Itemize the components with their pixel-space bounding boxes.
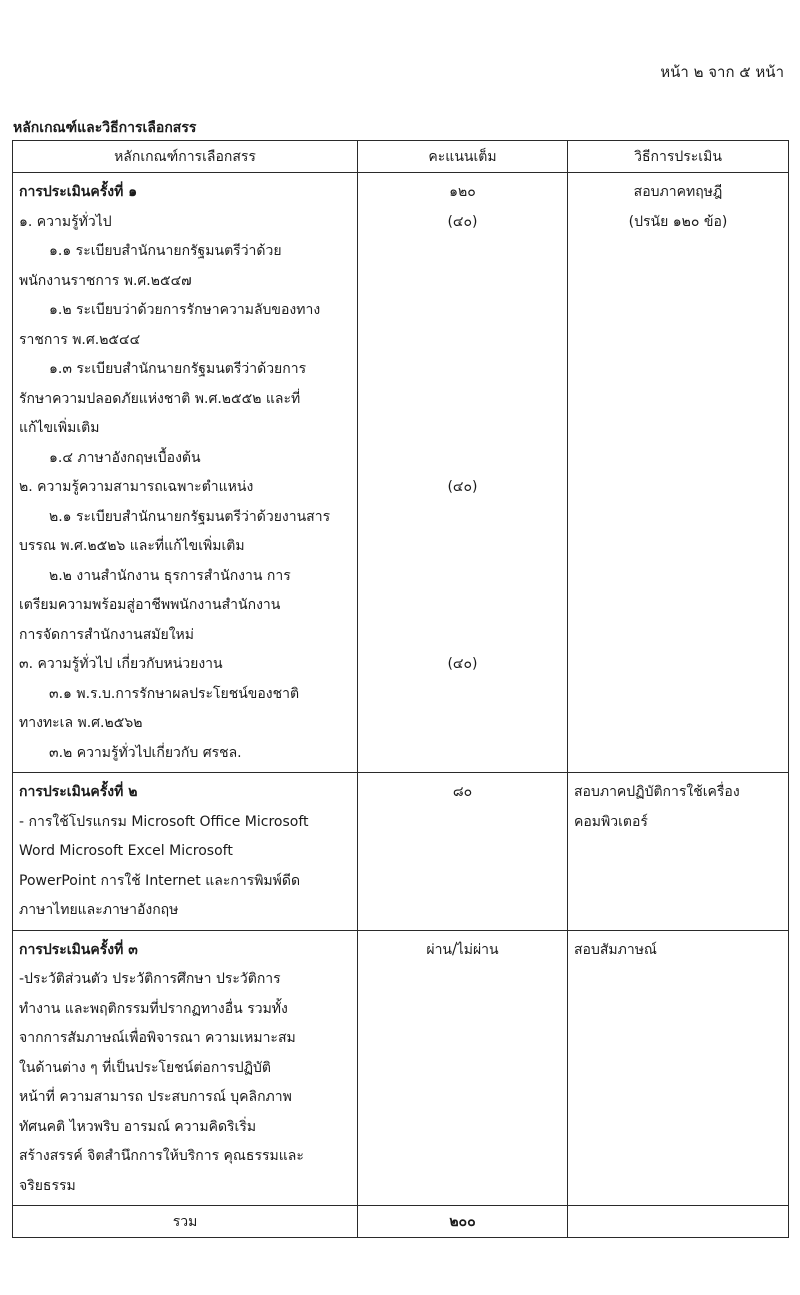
criteria-table xyxy=(12,140,789,1238)
topic-heading: ๓. ความรู้ทั่วไป เกี่ยวกับหน่วยงาน xyxy=(19,656,223,672)
criteria-line: ๑.๔ ภาษาอังกฤษเบื้องต้น xyxy=(49,449,201,466)
total-score: ๒๐๐ xyxy=(358,1206,568,1238)
criteria-line: ๑.๑ ระเบียบสำนักนายกรัฐมนตรีว่าด้วย xyxy=(49,243,282,259)
header-full-score: คะแนนเต็ม xyxy=(358,141,568,173)
criteria-line: สร้างสรรค์ จิตสำนึกการให้บริการ คุณธรรมและ xyxy=(19,1148,304,1164)
criteria-line: ทำงาน และพฤติกรรมที่ปรากฏทางอื่น รวมทั้ง xyxy=(19,1000,288,1017)
table-row xyxy=(13,173,789,773)
criteria-line: จริยธรรม xyxy=(19,1177,76,1194)
criteria-line: ทางทะเล พ.ศ.๒๕๖๒ xyxy=(19,715,143,731)
method-text: (ปรนัย ๑๒๐ ข้อ) xyxy=(628,213,728,230)
method-cell xyxy=(568,930,789,1206)
criteria-line: เตรียมความพร้อมสู่อาชีพพนักงานสำนักงาน xyxy=(19,597,281,613)
section-title: การประเมินครั้งที่ ๒ xyxy=(19,784,138,800)
total-label: รวม xyxy=(13,1206,358,1238)
criteria-line: ภาษาไทยและภาษาอังกฤษ xyxy=(19,902,179,918)
criteria-line: PowerPoint การใช้ Internet และการพิมพ์ดีด xyxy=(19,872,301,889)
criteria-line: พนักงานราชการ พ.ศ.๒๕๔๗ xyxy=(19,272,192,289)
criteria-line: ๓.๒ ความรู้ทั่วไปเกี่ยวกับ ศรชล. xyxy=(49,744,242,761)
criteria-line: - การใช้โปรแกรม Microsoft Office Microsoft xyxy=(19,813,309,830)
table-header-row xyxy=(13,141,789,173)
method-cell xyxy=(568,773,789,931)
criteria-line: ๑.๓ ระเบียบสำนักนายกรัฐมนตรีว่าด้วยการ xyxy=(49,361,307,377)
criteria-line: การจัดการสำนักงานสมัยใหม่ xyxy=(19,626,194,643)
method-cell xyxy=(568,173,789,773)
section-title: การประเมินครั้งที่ ๓ xyxy=(19,941,138,958)
criteria-line: Word Microsoft Excel Microsoft xyxy=(19,843,233,859)
criteria-line: ๓.๑ พ.ร.บ.การรักษาผลประโยชน์ของชาติ xyxy=(49,685,300,702)
section-score: ๘๐ xyxy=(452,784,473,800)
total-row xyxy=(13,1206,789,1238)
page-number: หน้า ๒ จาก ๕ หน้า xyxy=(660,63,784,81)
topic-score: (๔๐) xyxy=(447,656,478,672)
topic-heading: ๑. ความรู้ทั่วไป xyxy=(19,213,112,230)
criteria-cell xyxy=(13,173,358,773)
criteria-line: ๒.๒ งานสำนักงาน ธุรการสำนักงาน การ xyxy=(49,567,291,584)
criteria-line: หน้าที่ ความสามารถ ประสบการณ์ บุคลิกภาพ xyxy=(19,1089,292,1105)
method-text: สอบภาคปฏิบัติการใช้เครื่อง xyxy=(574,784,740,800)
topic-score: (๔๐) xyxy=(447,213,478,230)
criteria-line: -ประวัติส่วนตัว ประวัติการศึกษา ประวัติการ xyxy=(19,971,281,987)
topic-score: (๔๐) xyxy=(447,479,478,495)
method-text: สอบสัมภาษณ์ xyxy=(574,941,657,958)
criteria-line: บรรณ พ.ศ.๒๕๒๖ และที่แก้ไขเพิ่มเติม xyxy=(19,538,245,554)
method-text: คอมพิวเตอร์ xyxy=(574,813,648,830)
score-cell xyxy=(358,173,568,773)
table-row xyxy=(13,773,789,931)
section-heading: หลักเกณฑ์และวิธีการเลือกสรร xyxy=(13,120,197,136)
criteria-line: ทัศนคติ ไหวพริบ อารมณ์ ความคิดริเริ่ม xyxy=(19,1118,257,1135)
score-cell xyxy=(358,773,568,931)
criteria-line: ราชการ พ.ศ.๒๕๔๔ xyxy=(19,331,141,348)
section-title: การประเมินครั้งที่ ๑ xyxy=(19,184,138,200)
total-method xyxy=(568,1206,789,1238)
topic-heading: ๒. ความรู้ความสามารถเฉพาะตำแหน่ง xyxy=(19,479,254,495)
section-score: ผ่าน/ไม่ผ่าน xyxy=(426,941,499,958)
criteria-cell xyxy=(13,773,358,931)
criteria-line: ๒.๑ ระเบียบสำนักนายกรัฐมนตรีว่าด้วยงานสาร xyxy=(49,508,331,525)
criteria-line: จากการสัมภาษณ์เพื่อพิจารณา ความเหมาะสม xyxy=(19,1030,296,1046)
criteria-line: ในด้านต่าง ๆ ที่เป็นประโยชน์ต่อการปฏิบัติ xyxy=(19,1059,271,1076)
header-criteria: หลักเกณฑ์การเลือกสรร xyxy=(13,141,358,173)
table-row xyxy=(13,930,789,1206)
method-text: สอบภาคทฤษฎี xyxy=(633,184,723,200)
criteria-line: รักษาความปลอดภัยแห่งชาติ พ.ศ.๒๕๕๒ และที่ xyxy=(19,390,301,407)
criteria-line: แก้ไขเพิ่มเติม xyxy=(19,420,100,436)
section-score: ๑๒๐ xyxy=(449,184,476,200)
header-method: วิธีการประเมิน xyxy=(568,141,789,173)
criteria-cell xyxy=(13,930,358,1206)
score-cell xyxy=(358,930,568,1206)
criteria-line: ๑.๒ ระเบียบว่าด้วยการรักษาความลับของทาง xyxy=(49,302,321,318)
